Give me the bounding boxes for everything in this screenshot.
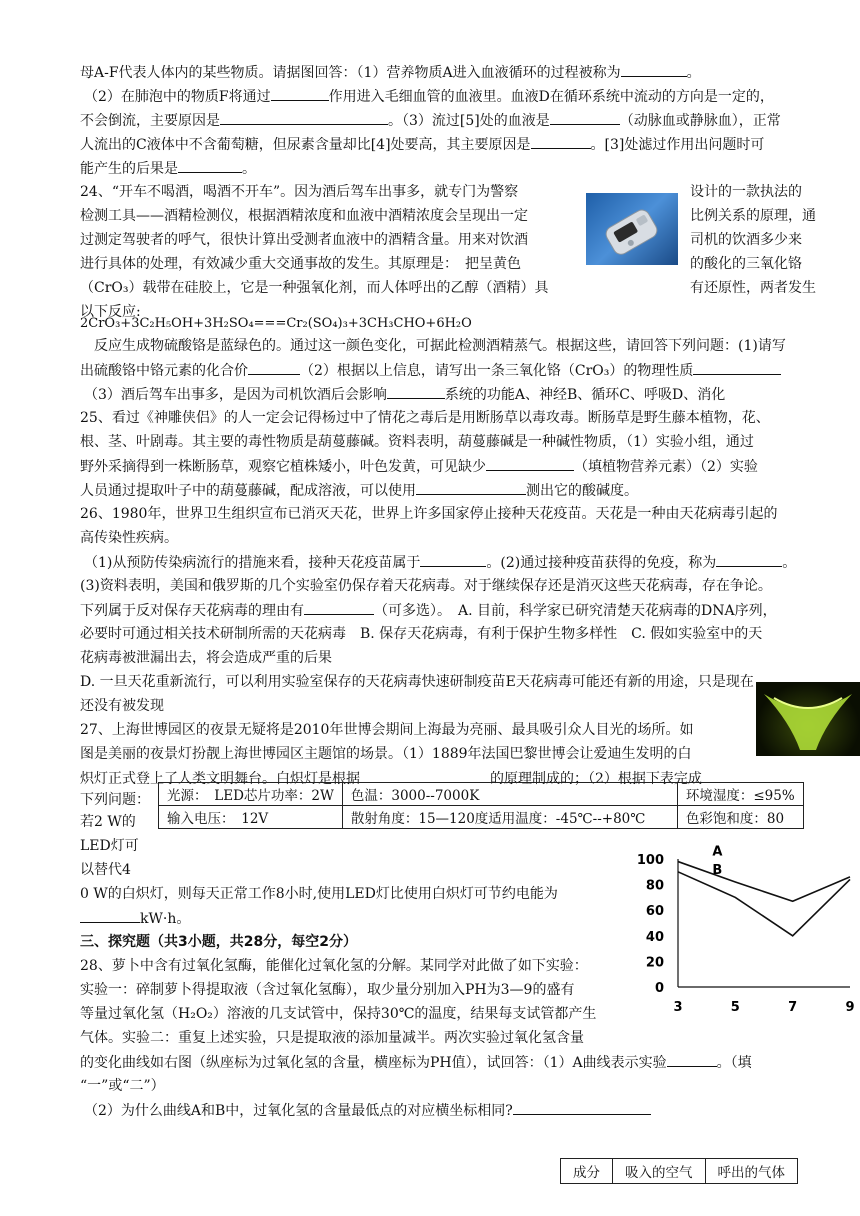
table-cell: 吸入的空气: [613, 1159, 706, 1184]
y-tick-label: 60: [645, 904, 664, 920]
y-tick-label: 40: [645, 929, 664, 945]
section-heading: 三、探究题（共3小题，共28分，每空2分）: [80, 934, 357, 950]
q28-line: 的变化曲线如右图（纵座标为过氧化氢的含量，横座标为PH值），试回答：（1）A曲线表示实验 。（填: [80, 1052, 752, 1074]
q28-line: （2）为什么曲线A和B中，过氧化氢的含量最低点的对应横坐标相同?: [84, 1100, 651, 1122]
table-cell: 光源： LED芯片功率：2W: [159, 783, 343, 806]
x-tick-label: 3: [673, 1000, 683, 1015]
y-tick-label: 0: [654, 981, 664, 996]
breathalyzer-image: [586, 193, 678, 265]
q26-line: 花病毒被泄漏出去，将会造成严重的后果: [80, 650, 332, 666]
q24-line: 出硫酸铬中铬元素的化合价 （2）根据以上信息，请写出一条三氧化铬（CrO₃）的物理性质: [80, 360, 781, 382]
q28-line: 实验一：碎制萝卜得提取液（含过氧化氢酶），取少量分别加入PH为3—9的盛有: [80, 982, 575, 998]
x-tick-label: 9: [845, 1000, 855, 1015]
y-tick-label: 80: [645, 878, 664, 894]
text-line: 不会倒流，主要原因是 。（3）流过[5]处的血液是 （动脉血或静脉血），正常: [80, 110, 781, 132]
q27-line: 若2 W的: [80, 814, 136, 830]
table-row: [159, 783, 804, 806]
q24-line: 进行具体的处理，有效减少重大交通事故的发生。其原理是： 把呈黄色: [80, 256, 521, 272]
x-tick-label: 5: [730, 1000, 740, 1015]
series-line-A: [678, 862, 850, 902]
q26-line: D. 一旦天花重新流行，可以利用实验室保存的天花病毒快速研制疫苗E天花病毒可能还有新的用途，只是现在: [80, 674, 754, 690]
q26-line: （1)从预防传染病流行的措施来看，接种天花疫苗属于 。(2)通过接种疫苗获得的免疫，称为 。: [84, 552, 796, 574]
table-cell: 散射角度：15—120度适用温度：-45℃--+80℃: [342, 806, 677, 829]
text-line: 能产生的后果是 。: [80, 158, 256, 180]
q28-line: 28、萝卜中含有过氧化氢酶，能催化过氧化氢的分解。某同学对此做了如下实验：: [80, 958, 588, 974]
led-spec-table: [158, 782, 804, 829]
q27-line: 炽灯正式登上了人类文明舞台。白炽灯是根据 的原理制成的；（2）根据下表完成: [80, 768, 702, 790]
q24-line-right: 的酸化的三氧化铬: [690, 256, 802, 272]
table-row: [159, 806, 804, 829]
y-tick-label: 20: [645, 955, 664, 971]
gas-composition-table-header: [560, 1158, 798, 1184]
q26-line: (3)资料表明，美国和俄罗斯的几个实验室仍保存着天花病毒。对于继续保存还是消灭这些天花病毒，存在争论。: [80, 578, 772, 594]
h2o2-ph-chart: [630, 845, 860, 1015]
table-cell: 环境湿度：≤95%: [677, 783, 803, 806]
q25-line: 根、茎、叶剧毒。其主要的毒性物质是葫蔓藤碱。资料表明，葫蔓藤碱是一种碱性物质，（1）实验小组，通过: [80, 434, 754, 450]
q26-line: 必要时可通过相关技术研制所需的天花病毒 B. 保存天花病毒，有利于保护生物多样性 C. 假如实验室中的天: [80, 626, 763, 642]
q24-line: 过测定驾驶者的呼气，很快计算出受测者血液中的酒精含量。用来对饮酒: [80, 232, 528, 248]
q27-line: 图是美丽的夜景灯扮靓上海世博园区主题馆的场景。（1）1889年法国巴黎世博会让爱迪生发明的白: [80, 746, 692, 762]
q26-line: 26、1980年，世界卫生组织宣布已消灭天花，世界上许多国家停止接种天花疫苗。天花是一种由天花病毒引起的: [80, 506, 778, 522]
text-line: 人流出的C液体中不含葡萄糖，但尿素含量却比[4]处要高，其主要原因是 。[3]处滤过作用出问题时可: [80, 134, 764, 156]
series-label: A: [712, 845, 723, 860]
table-row: [561, 1159, 798, 1184]
q27-line: LED灯可: [80, 838, 139, 854]
table-cell: 呼出的气体: [705, 1159, 798, 1184]
q28-line: 气体。实验二：重复上述实验，只是提取液的添加量减半。两次实验过氧化氢含量: [80, 1030, 584, 1046]
q25-line: 人员通过提取叶子中的葫蔓藤碱，配成溶液，可以使用 测出它的酸碱度。: [80, 480, 638, 502]
q24-line: 24、“开车不喝酒，喝酒不开车”。因为酒后驾车出事多，就专门为警察: [80, 184, 519, 200]
text-line: （2）在肺泡中的物质F将通过 作用进入毛细血管的血液里。血液D在循环系统中流动的方向是一定的，: [84, 86, 774, 108]
q26-line: 高传染性疾病。: [80, 530, 178, 546]
q25-line: 25、看过《神雕侠侣》的人一定会记得杨过中了情花之毒后是用断肠草以毒攻毒。断肠草是野生藤本植物，花、: [80, 410, 770, 426]
text-line: 母A-F代表人体内的某些物质。请据图回答：（1）营养物质A进入血液循环的过程被称为 。: [80, 62, 701, 84]
q24-line: 以下反应:: [80, 304, 141, 320]
q26-line: 下列属于反对保存天花病毒的理由有 （可多选）。 A. 目前，科学家已研究清楚天花病毒的DNA序列，: [80, 600, 777, 622]
q26-line: 还没有被发现: [80, 698, 164, 714]
q24-line-right: 有还原性，两者发生: [690, 280, 816, 296]
table-cell: 成分: [561, 1159, 613, 1184]
q24-line: （3）酒后驾车出事多，是因为司机饮酒后会影响 系统的功能A、神经B、循环C、呼吸D、消化: [84, 384, 725, 406]
q27-line: 以替代4: [80, 862, 131, 878]
series-label: B: [712, 862, 723, 878]
y-tick-label: 100: [636, 853, 664, 868]
q27-line: 27、上海世博园区的夜景无疑将是2010年世博会期间上海最为亮丽、最具吸引众人目光的场所。如: [80, 722, 694, 738]
series-line-B: [678, 872, 850, 936]
q27-line: 0 W的白炽灯，则每天正常工作8小时,使用LED灯比使用白炽灯可节约电能为: [80, 886, 558, 902]
expo-night-lamp-image: [756, 682, 860, 756]
table-cell: 输入电压： 12V: [159, 806, 343, 829]
q24-line: （CrO₃）载带在硅胶上，它是一种强氧化剂，而人体呼出的乙醇（酒精）具: [80, 280, 549, 296]
q27-line: 下列问题：: [80, 792, 150, 808]
q24-line-right: 比例关系的原理，通: [690, 208, 816, 224]
q24-line-right: 设计的一款执法的: [690, 184, 802, 200]
table-cell: 色温：3000--7000K: [342, 783, 677, 806]
table-cell: 色彩饱和度：80: [677, 806, 803, 829]
q24-line-right: 司机的饮酒多少来: [690, 232, 802, 248]
q28-line: 等量过氧化氢（H₂O₂）溶液的几支试管中，保持30℃的温度，结果每支试管都产生: [80, 1006, 597, 1022]
q28-line: “一”或“二”）: [80, 1078, 165, 1094]
chemical-equation: 2CrO₃+3C₂H₅OH+3H₂SO₄===Cr₂(SO₄)₃+3CH₃CHO+6H₂O: [80, 316, 472, 331]
q24-line: 反应生成物硫酸铬是蓝绿色的。通过这一颜色变化，可据此检测酒精蒸气。根据这些，请回答下列问题：(1)请写: [80, 338, 786, 354]
q27-line: kW·h。: [80, 908, 190, 930]
x-tick-label: 7: [788, 1000, 798, 1015]
q25-line: 野外采摘得到一株断肠草，观察它植株矮小，叶色发黄，可见缺少 （填植物营养元素）（2）实验: [80, 456, 758, 478]
q24-line: 检测工具——酒精检测仪，根据酒精浓度和血液中酒精浓度会呈现出一定: [80, 208, 528, 224]
